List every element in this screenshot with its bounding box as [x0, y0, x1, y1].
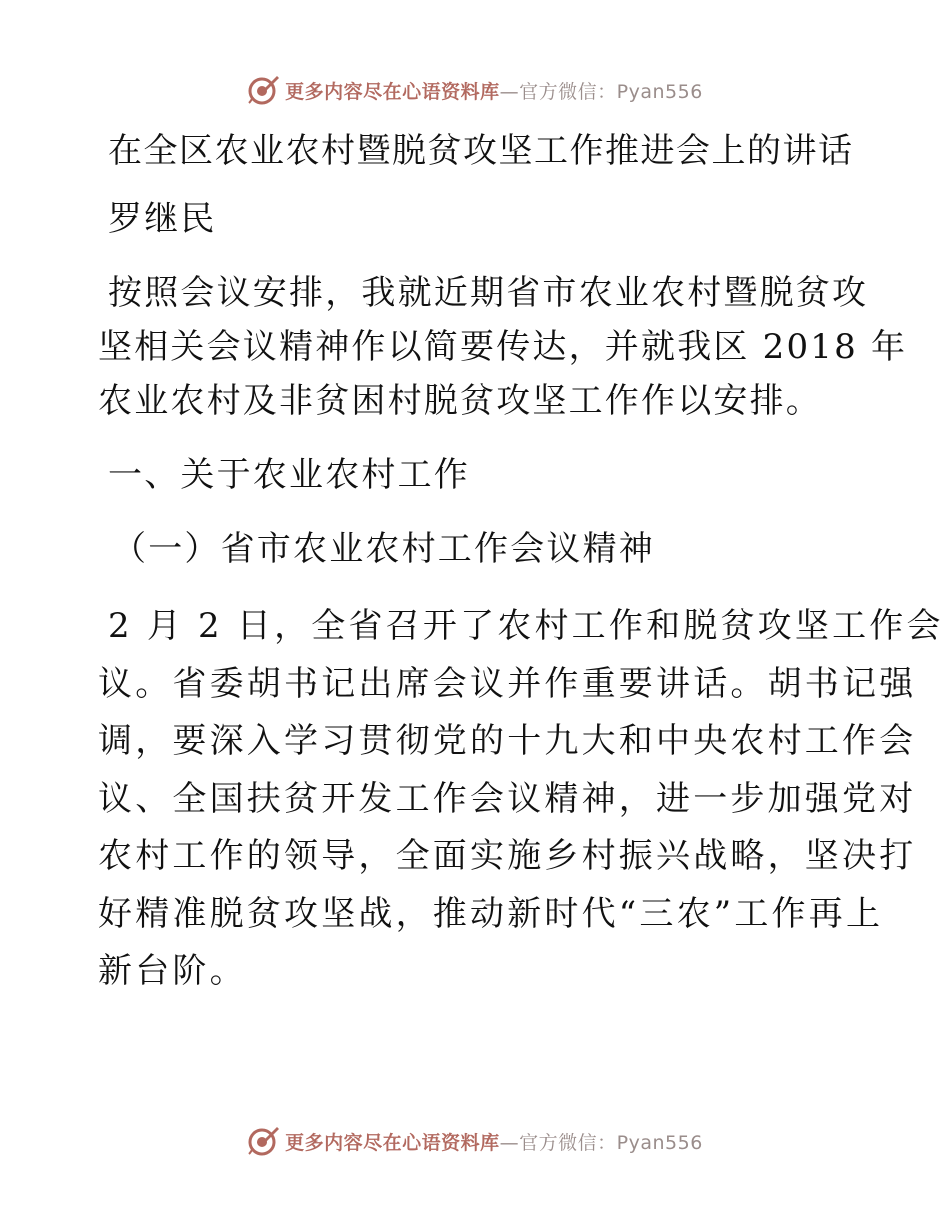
- text-line: 议。省委胡书记出席会议并作重要讲话。胡书记强: [98, 663, 917, 704]
- text-line: 2 月 2 日，全省召开了农村工作和脱贫攻坚工作会: [108, 606, 944, 646]
- watermark-main-text: 更多内容尽在心语资料库: [285, 80, 500, 103]
- header-watermark: [0, 70, 950, 110]
- watermark-text: [285, 77, 703, 104]
- text-line: 按照会议安排，我就近期省市农业农村暨脱贫攻: [108, 273, 869, 313]
- intro-paragraph: [98, 266, 908, 428]
- watermark-sub-text: 官方微信：Pyan556: [519, 80, 703, 103]
- text-line: 新台阶。: [98, 951, 247, 991]
- watermark-text: [285, 1128, 703, 1155]
- body-paragraph: [98, 598, 944, 1001]
- document-body: [98, 120, 944, 1001]
- text-line: 农业农村及非贫困村脱贫攻坚工作作以安排。: [98, 381, 822, 421]
- section-heading: 一、关于农业农村工作: [108, 455, 470, 495]
- pen-logo-icon: [247, 1124, 281, 1158]
- watermark-sub-text: 官方微信：Pyan556: [519, 1131, 703, 1154]
- watermark-dash: —: [499, 1131, 520, 1154]
- document-author: 罗继民: [108, 199, 217, 239]
- section-subheading: （一）省市农业农村工作会议精神: [112, 529, 655, 569]
- text-line: 议、全国扶贫开发工作会议精神，进一步加强党对: [98, 778, 917, 819]
- text-line: 坚相关会议精神作以简要传达，并就我区 2018 年: [98, 327, 908, 367]
- document-title: 在全区农业农村暨脱贫攻坚工作推进会上的讲话: [108, 131, 854, 171]
- watermark-dash: —: [499, 80, 520, 103]
- footer-watermark: [0, 1121, 950, 1161]
- pen-logo-icon: [247, 73, 281, 107]
- text-line: 好精准脱贫攻坚战，推动新时代“三农”工作再上: [98, 893, 884, 934]
- text-line: 农村工作的领导，全面实施乡村振兴战略，坚决打: [98, 836, 917, 876]
- watermark-main-text: 更多内容尽在心语资料库: [285, 1131, 500, 1154]
- text-line: 调，要深入学习贯彻党的十九大和中央农村工作会: [98, 721, 917, 761]
